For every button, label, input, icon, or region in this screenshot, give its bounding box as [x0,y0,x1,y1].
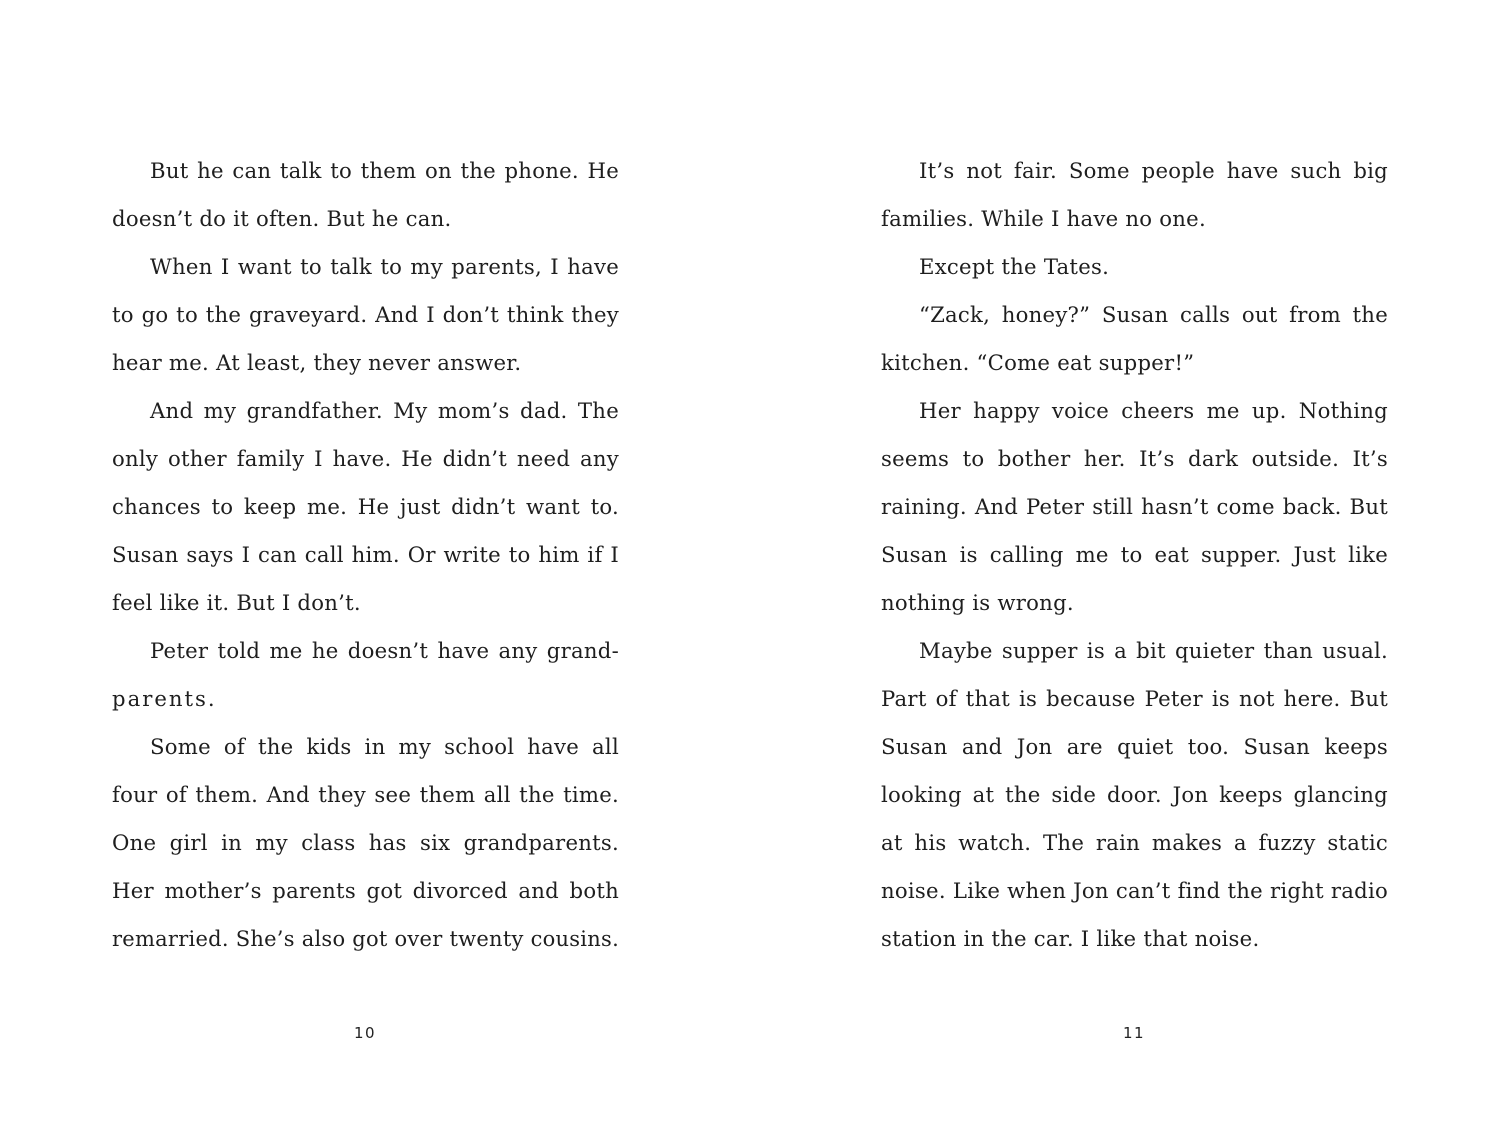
text-line: parents. [112,686,217,711]
text-line: Except the Tates. [919,254,1110,279]
text-line: Susan and Jon are quiet too. Susan keeps [881,734,1388,759]
text-line: It’s not fair. Some people have such big [919,158,1388,183]
text-line: only other family I have. He didn’t need any [112,446,619,471]
text-line: remarried. She’s also got over twenty cousins. [112,927,619,951]
text-line: to go to the graveyard. And I don’t think they [112,302,619,327]
text-line: Some of the kids in my school have all [150,734,619,759]
text-line: feel like it. But I don’t. [112,590,361,615]
text-line: station in the car. I like that noise. [881,926,1260,951]
text-line: Her happy voice cheers me up. Nothing [919,398,1388,423]
text-line: But he can talk to them on the phone. He [150,158,619,183]
page-number: 11 [1122,1024,1146,1042]
text-line: looking at the side door. Jon keeps glancing [881,782,1388,807]
text-line: “Zack, honey?” Susan calls out from the [919,302,1388,327]
text-line: Maybe supper is a bit quieter than usual. [919,638,1388,663]
right-page-body [881,147,1388,963]
text-line: at his watch. The rain makes a fuzzy static [881,830,1388,855]
text-line: four of them. And they see them all the time. [112,782,619,807]
text-line: One girl in my class has six grandparents. [112,830,619,855]
text-line: chances to keep me. He just didn’t want to. [112,494,619,519]
text-line: nothing is wrong. [881,590,1074,615]
text-line: raining. And Peter still hasn’t come back. But [881,494,1388,519]
left-page-body [112,147,619,963]
text-line: Susan is calling me to eat supper. Just like [881,542,1388,567]
text-line: noise. Like when Jon can’t find the right radio [881,878,1388,903]
text-line: When I want to talk to my parents, I have [150,254,619,279]
text-line: Peter told me he doesn’t have any grand- [150,638,619,663]
text-line: kitchen. “Come eat supper!” [881,350,1195,375]
text-line: doesn’t do it often. But he can. [112,206,452,231]
right-page [750,0,1500,1125]
text-line: And my grandfather. My mom’s dad. The [150,398,619,423]
text-line: seems to bother her. It’s dark outside. It’s [881,446,1388,471]
text-line: Part of that is because Peter is not here. But [881,686,1388,711]
text-line: hear me. At least, they never answer. [112,350,522,375]
text-line: Susan says I can call him. Or write to him if I [112,542,619,567]
text-line: Her mother’s parents got divorced and both [112,878,619,903]
page-number: 10 [353,1024,377,1042]
text-line: families. While I have no one. [881,206,1206,231]
